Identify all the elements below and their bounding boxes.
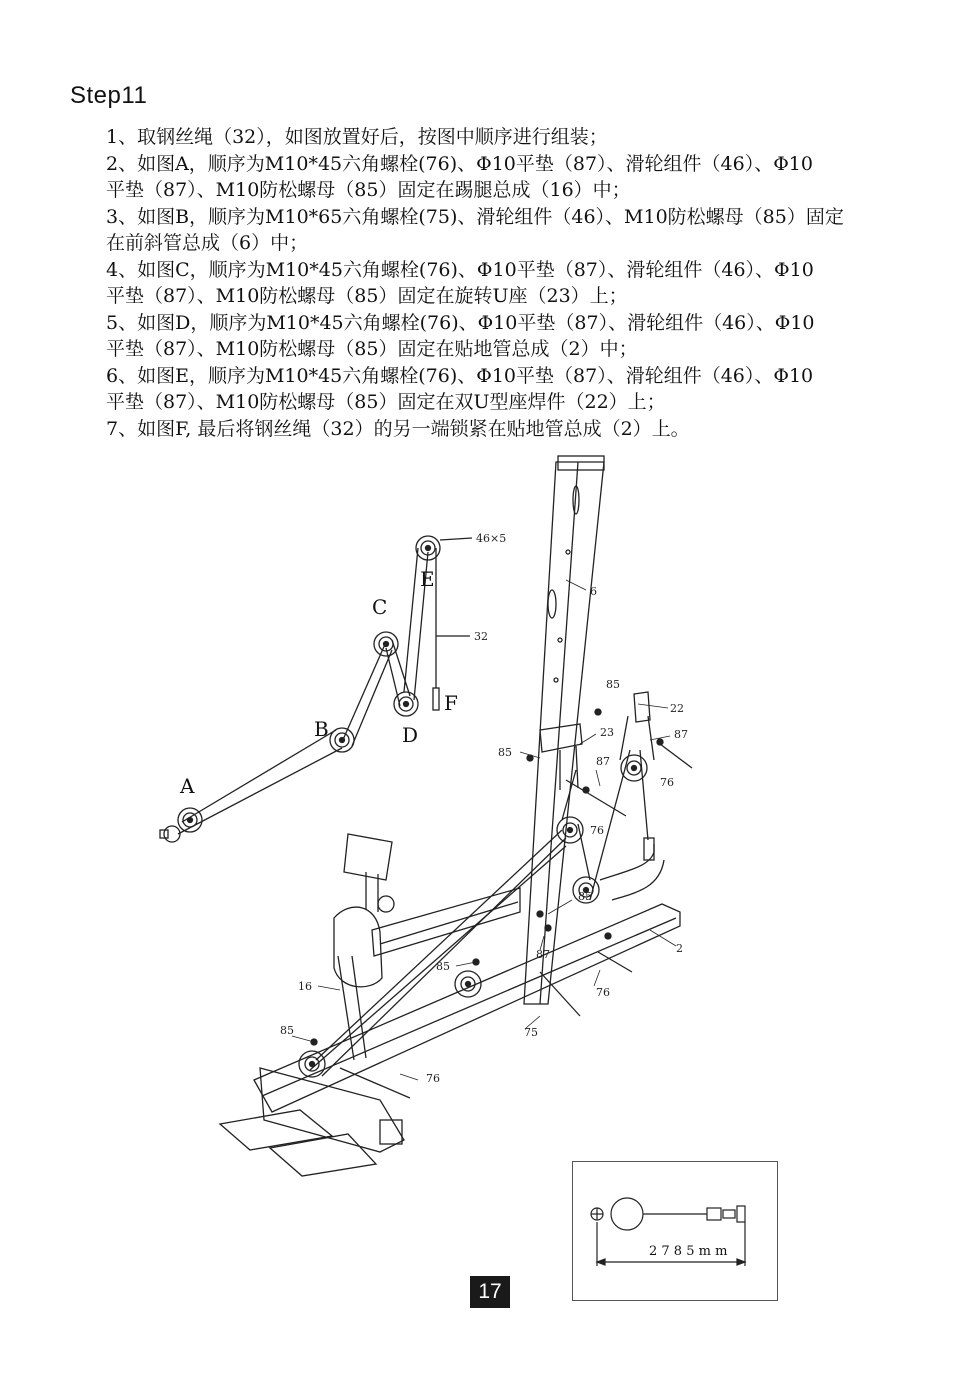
label-16: 16 bbox=[298, 980, 312, 993]
label-76: 76 bbox=[660, 776, 674, 789]
instruction-line: 2、如图A，顺序为M10*45六角螺栓(76)、Φ10平垫（87）、滑轮组件（46）、Φ10 bbox=[106, 152, 813, 175]
label-6: 6 bbox=[590, 585, 597, 598]
cable-length-label: 2 7 8 5 m m bbox=[649, 1244, 728, 1259]
label-85: 85 bbox=[606, 678, 620, 691]
leader-lines bbox=[292, 580, 676, 1080]
label-87: 87 bbox=[674, 728, 688, 741]
letter-c: C bbox=[372, 595, 388, 619]
label-87: 87 bbox=[536, 948, 550, 961]
pulley-c bbox=[374, 632, 398, 656]
machine-frame bbox=[220, 456, 680, 1176]
label-23: 23 bbox=[600, 726, 614, 739]
letter-d: D bbox=[402, 723, 419, 747]
instruction-line: 1、取钢丝绳（32），如图放置好后，按图中顺序进行组装； bbox=[106, 126, 608, 148]
label-22: 22 bbox=[670, 702, 684, 715]
instruction-line: 在前斜管总成（6）中； bbox=[106, 232, 309, 254]
instruction-line: 5、如图D，顺序为M10*45六角螺栓(76)、Φ10平垫（87）、滑轮组件（46）、Φ10 bbox=[106, 311, 815, 334]
label-76: 76 bbox=[590, 824, 604, 837]
cable-length-inset bbox=[572, 1161, 778, 1301]
instruction-line: 平垫（87）、M10防松螺母（85）固定在双U型座焊件（22）上； bbox=[106, 391, 666, 413]
label-85: 85 bbox=[498, 746, 512, 759]
label-76: 76 bbox=[426, 1072, 440, 1085]
label-75: 75 bbox=[524, 1026, 538, 1039]
step-title: Step11 bbox=[70, 82, 148, 109]
label-85: 85 bbox=[578, 890, 592, 903]
label-85: 85 bbox=[280, 1024, 294, 1037]
label-85: 85 bbox=[436, 960, 450, 973]
pulley-d bbox=[394, 692, 418, 716]
letter-f: F bbox=[444, 691, 458, 715]
label-87: 87 bbox=[596, 755, 610, 768]
instruction-line: 6、如图E，顺序为M10*45六角螺栓(76)、Φ10平垫（87）、滑轮组件（46）、Φ10 bbox=[106, 364, 814, 387]
cable-length-drawing bbox=[573, 1162, 777, 1300]
instruction-line: 3、如图B，顺序为M10*65六角螺栓(75)、滑轮组件（46）、M10防松螺母（85）固定 bbox=[106, 205, 844, 228]
instruction-line: 平垫（87）、M10防松螺母（85）固定在旋转U座（23）上； bbox=[106, 285, 628, 307]
letter-e: E bbox=[420, 567, 435, 591]
letter-a: A bbox=[180, 774, 195, 798]
page-number: 17 bbox=[470, 1276, 510, 1308]
instruction-line: 4、如图C，顺序为M10*45六角螺栓(76)、Φ10平垫（87）、滑轮组件（46）、Φ10 bbox=[106, 258, 814, 281]
instruction-line: 平垫（87）、M10防松螺母（85）固定在踢腿总成（16）中； bbox=[106, 179, 631, 201]
letter-b: B bbox=[314, 717, 329, 741]
instruction-line: 平垫（87）、M10防松螺母（85）固定在贴地管总成（2）中； bbox=[106, 338, 638, 360]
label-46x5: 46×5 bbox=[476, 532, 507, 545]
label-32: 32 bbox=[474, 630, 488, 643]
label-76: 76 bbox=[596, 986, 610, 999]
instruction-line: 7、如图F, 最后将钢丝绳（32）的另一端锁紧在贴地管总成（2）上。 bbox=[106, 417, 690, 440]
label-2: 2 bbox=[676, 942, 683, 955]
